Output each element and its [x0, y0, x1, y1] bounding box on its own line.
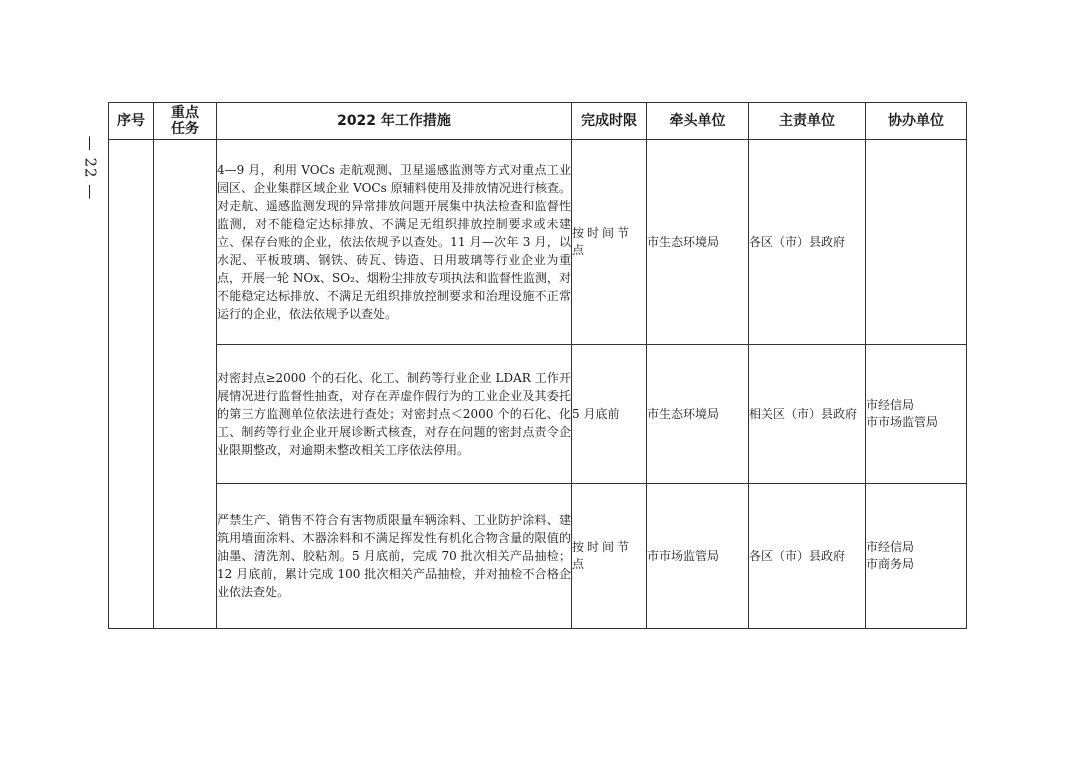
- measure-cell: 严禁生产、销售不符合有害物质限量车辆涂料、工业防护涂料、建筑用墙面涂料、木器涂料和不满足挥发性有机化合物含量的限值的油墨、清洗剂、胶粘剂。5 月底前，完成 70 批次相关产品抽检；12 月底前，累计完成 100 批次相关产品抽检，并对抽检不合格企业依法查处。: [217, 484, 572, 629]
- header-lead-unit: 牵头单位: [647, 103, 749, 140]
- header-index: 序号: [109, 103, 154, 140]
- page-number: [72, 128, 108, 208]
- deadline-cell: 按时间节点: [572, 484, 647, 629]
- header-responsible-unit: 主责单位: [749, 103, 866, 140]
- measure-cell: 对密封点≥2000 个的石化、化工、制药等行业企业 LDAR 工作开展情况进行监督性抽查，对存在弄虚作假行为的工业企业及其委托的第三方监测单位依法进行查处；对密封点＜2000 个的石化、化工、制药等行业企业开展诊断式核查，对存在问题的密封点责令企业限期整改，对逾期未整改相关工序依法停用。: [217, 345, 572, 484]
- header-measures: 2022 年工作措施: [217, 103, 572, 140]
- work-measures-table: [108, 102, 967, 629]
- deadline-cell: 5 月底前: [572, 345, 647, 484]
- table-row: [109, 484, 967, 629]
- table-row: [109, 345, 967, 484]
- assisting-unit-cell: 市经信局 市市场监管局: [866, 345, 967, 484]
- lead-unit-cell: 市市场监管局: [647, 484, 749, 629]
- lead-unit-cell: 市生态环境局: [647, 345, 749, 484]
- responsible-unit-cell: 各区（市）县政府: [749, 484, 866, 629]
- header-key-task: 重点 任务: [154, 103, 217, 140]
- header-row: [109, 103, 967, 140]
- responsible-unit-cell: 相关区（市）县政府: [749, 345, 866, 484]
- measure-cell: 4—9 月，利用 VOCs 走航观测、卫星遥感监测等方式对重点工业园区、企业集群区域企业 VOCs 原辅料使用及排放情况进行核查。对走航、遥感监测发现的异常排放问题开展集中执法检查和监督性监测，对不能稳定达标排放、不满足无组织排放控制要求或未建立、保存台账的企业，依法依规予以查处。11 月—次年 3 月，以水泥、平板玻璃、钢铁、砖瓦、铸造、日用玻璃等行业企业为重点，开展一轮 NOx、SO₂、烟粉尘排放专项执法和监督性监测，对不能稳定达标排放、不满足无组织排放控制要求和治理设施不正常运行的企业，依法依规予以查处。: [217, 140, 572, 345]
- deadline-cell: 按时间节点: [572, 140, 647, 345]
- table-row: [109, 140, 967, 345]
- assisting-unit-cell: 市经信局 市商务局: [866, 484, 967, 629]
- page-number-text: — 22 —: [81, 135, 99, 201]
- key-task-cell: [154, 140, 217, 629]
- assisting-unit-cell: [866, 140, 967, 345]
- responsible-unit-cell: 各区（市）县政府: [749, 140, 866, 345]
- lead-unit-cell: 市生态环境局: [647, 140, 749, 345]
- header-deadline: 完成时限: [572, 103, 647, 140]
- header-assisting-unit: 协办单位: [866, 103, 967, 140]
- index-cell: [109, 140, 154, 629]
